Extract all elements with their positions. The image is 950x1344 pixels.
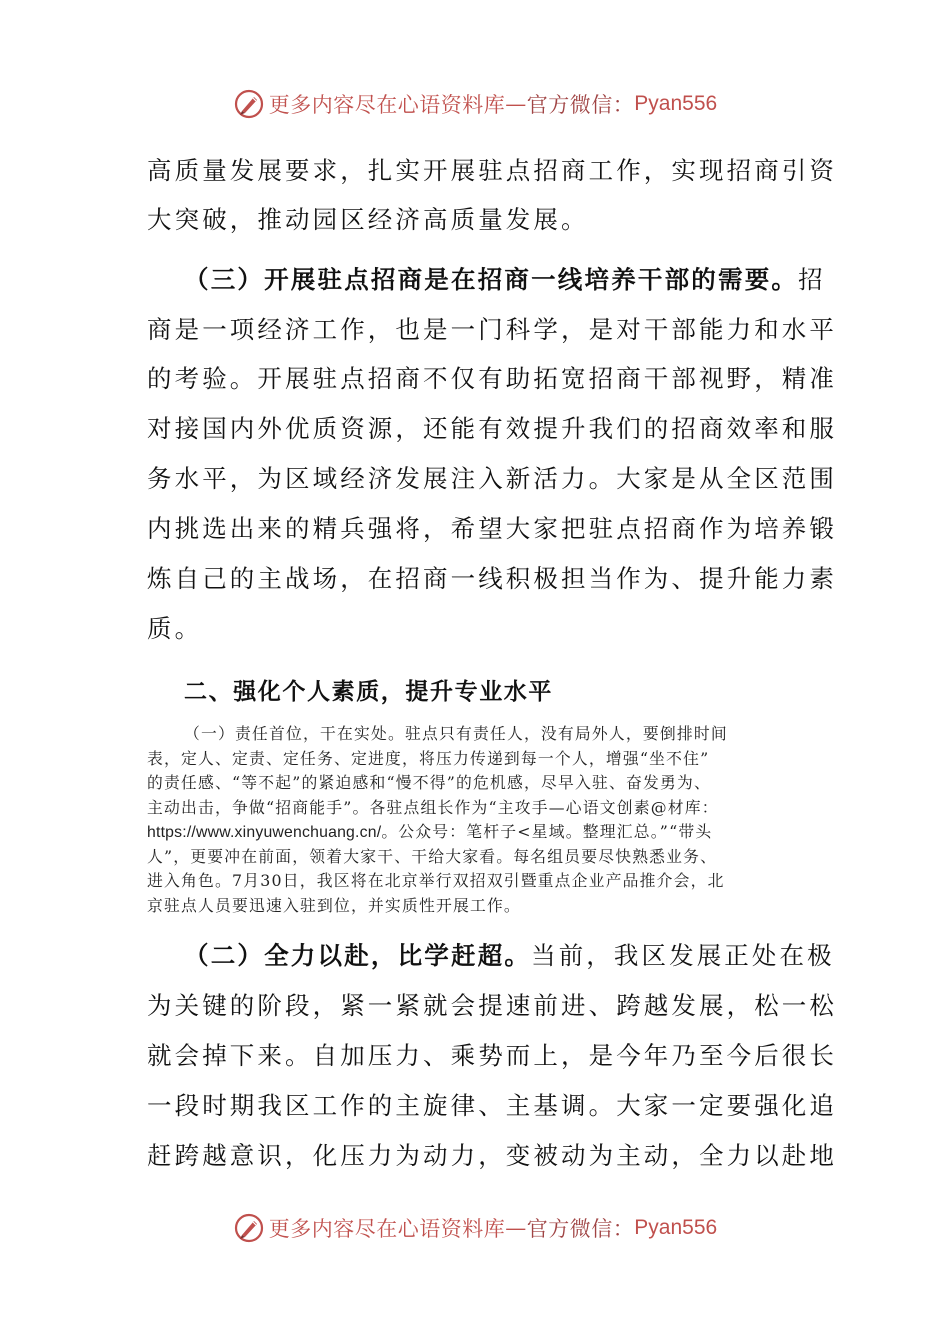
paragraph-line: 表，定人、定责、定任务、定进度，将压力传递到每一个人，增强“坐不住” [147, 749, 710, 768]
banner-wechat-id: Pyan556 [634, 1216, 718, 1239]
paragraph-lead-line [184, 941, 835, 971]
paragraph-line [147, 822, 712, 843]
paragraph-lead-tail: 招 [798, 265, 826, 294]
banner-contact-label: 官方微信： [526, 1217, 635, 1241]
pen-logo-icon [233, 1212, 265, 1244]
section-heading: 二、强化个人素质，提升专业水平 [184, 679, 553, 705]
footer-banner [0, 1208, 950, 1248]
banner-contact-label: 官方微信： [526, 93, 635, 117]
paragraph-line: 京驻点人员要迅速入驻到位，并实质性开展工作。 [147, 896, 521, 915]
header-banner [0, 84, 950, 124]
paragraph-lead-tail: 当前，我区发展正处在极 [531, 941, 835, 970]
url-tail: 。公众号：笔杆子<星域。整理汇总。”“带头 [381, 822, 713, 841]
paragraph-line: 务水平，为区域经济发展注入新活力。大家是从全区范围 [147, 464, 837, 493]
paragraph-line: 为关键的阶段，紧一紧就会提速前进、跨越发展，松一松 [147, 991, 837, 1020]
banner-wechat-id: Pyan556 [634, 92, 718, 115]
paragraph-line: 一段时期我区工作的主旋律、主基调。大家一定要强化追 [147, 1091, 837, 1120]
website-url: https://www.xinyuwenchuang.cn/ [147, 824, 382, 841]
paragraph-lead: （二）全力以赴，比学赶超。 [184, 941, 532, 970]
paragraph-line: 进入角色。7月30日，我区将在北京举行双招双引暨重点企业产品推介会，北 [147, 871, 725, 890]
paragraph-line: 主动出击，争做“招商能手”。各驻点组长作为“主攻手—心语文创素@材库： [147, 798, 719, 817]
pen-logo-icon [233, 88, 265, 120]
banner-title: 更多内容尽在心语资料库 [268, 93, 506, 117]
paragraph-line: （一）责任首位，干在实处。驻点只有责任人，没有局外人，要倒排时间 [184, 724, 728, 743]
banner-dash: — [505, 92, 527, 116]
paragraph-lead: （三）开展驻点招商是在招商一线培养干部的需要。 [184, 265, 799, 294]
paragraph-line: 的责任感、“等不起”的紧迫感和“慢不得”的危机感，尽早入驻、奋发勇为、 [147, 773, 712, 792]
banner-dash: — [505, 1216, 527, 1240]
paragraph-line: 的考验。开展驻点招商不仅有助拓宽招商干部视野，精准 [147, 364, 837, 393]
paragraph-line: 炼自己的主战场，在招商一线积极担当作为、提升能力素 [147, 564, 837, 593]
paragraph-line: 对接国内外优质资源，还能有效提升我们的招商效率和服 [147, 414, 837, 443]
paragraph-line: 质。 [147, 614, 203, 643]
paragraph-line: 人”，更要冲在前面，领着大家干、干给大家看。每名组员要尽快熟悉业务、 [147, 847, 718, 866]
paragraph-line: 就会掉下来。自加压力、乘势而上，是今年乃至今后很长 [147, 1041, 837, 1070]
paragraph-line: 赶跨越意识，化压力为动力，变被动为主动，全力以赴地 [147, 1141, 837, 1170]
paragraph-lead-line [184, 265, 826, 295]
paragraph-line: 大突破，推动园区经济高质量发展。 [147, 205, 589, 234]
banner-title: 更多内容尽在心语资料库 [268, 1217, 506, 1241]
paragraph-line: 高质量发展要求，扎实开展驻点招商工作，实现招商引资 [147, 156, 837, 185]
paragraph-line: 内挑选出来的精兵强将，希望大家把驻点招商作为培养锻 [147, 514, 837, 543]
paragraph-line: 商是一项经济工作，也是一门科学，是对干部能力和水平 [147, 315, 837, 344]
